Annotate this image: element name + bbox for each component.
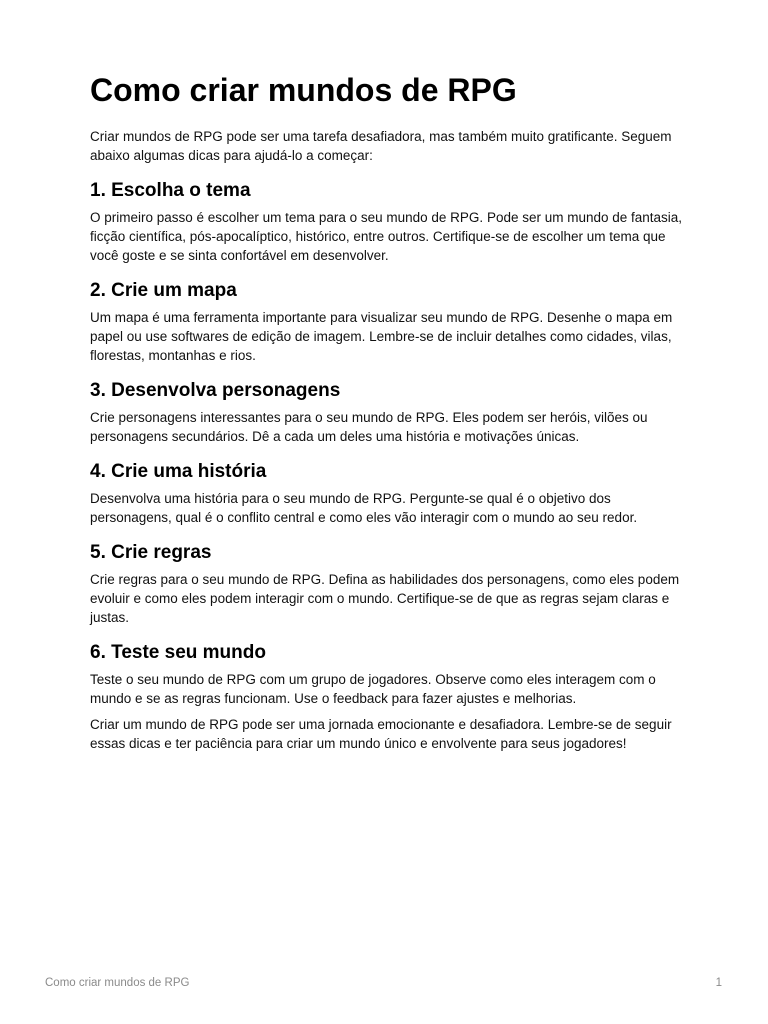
- closing-paragraph: Criar um mundo de RPG pode ser uma jornada emocionante e desafiadora. Lembre-se de seguir essas dicas e ter paciência para criar um mundo único e envolvente para seus jogadores!: [90, 717, 672, 751]
- section-body: Crie regras para o seu mundo de RPG. Defina as habilidades dos personagens, como eles podem evoluir e como eles podem interagir com o mundo. Certifique-se de que as regras sejam claras e justas.: [90, 572, 680, 625]
- section-heading: 6. Teste seu mundo: [90, 642, 266, 663]
- document-title: Como criar mundos de RPG: [90, 72, 517, 108]
- section-5: [90, 540, 685, 627]
- section-3: [90, 378, 685, 446]
- section-2: [90, 278, 685, 365]
- intro-paragraph: Criar mundos de RPG pode ser uma tarefa desafiadora, mas também muito gratificante. Seguem abaixo algumas dicas para ajudá-lo a começar:: [90, 129, 672, 163]
- section-body: Teste o seu mundo de RPG com um grupo de jogadores. Observe como eles interagem com o mundo e se as regras funcionam. Use o feedback para fazer ajustes e melhorias.: [90, 672, 656, 706]
- section-heading: 2. Crie um mapa: [90, 280, 237, 301]
- section-1: [90, 178, 685, 265]
- section-body: Um mapa é uma ferramenta importante para visualizar seu mundo de RPG. Desenhe o mapa em papel ou use softwares de edição de imagem. Lembre-se de incluir detalhes como cidades, vilas, florestas, montanhas e rios.: [90, 310, 673, 363]
- section-heading: 3. Desenvolva personagens: [90, 380, 341, 401]
- section-heading: 5. Crie regras: [90, 542, 212, 563]
- page-number: 1: [715, 977, 722, 989]
- section-heading: 1. Escolha o tema: [90, 180, 251, 201]
- section-body: Desenvolva uma história para o seu mundo de RPG. Pergunte-se qual é o objetivo dos personagens, qual é o conflito central e como eles vão interagir com o mundo ao seu redor.: [90, 491, 638, 525]
- section-body: O primeiro passo é escolher um tema para o seu mundo de RPG. Pode ser um mundo de fantasia, ficção científica, pós-apocalíptico, histórico, entre outros. Certifique-se de escolher um tema que você goste e se sinta confortável em desenvolver.: [90, 210, 683, 263]
- document-page: [90, 70, 685, 753]
- section-heading: 4. Crie uma história: [90, 461, 267, 482]
- footer-title: Como criar mundos de RPG: [45, 977, 190, 989]
- section-4: [90, 459, 685, 527]
- section-6: [90, 640, 685, 708]
- section-body: Crie personagens interessantes para o seu mundo de RPG. Eles podem ser heróis, vilões ou personagens secundários. Dê a cada um deles uma história e motivações únicas.: [90, 410, 648, 444]
